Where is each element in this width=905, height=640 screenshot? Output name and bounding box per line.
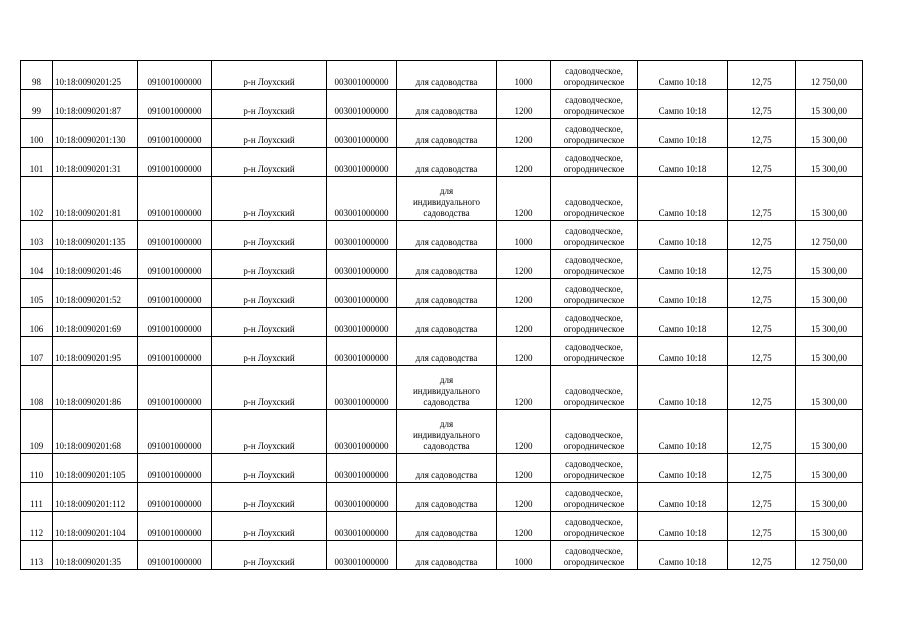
table-row [21,250,863,279]
permitted-use-line: для садоводства [415,106,478,116]
table-row [21,279,863,308]
permitted-use-line: для садоводства [415,557,478,567]
area-cell: 1200 [497,454,551,483]
okato-code-cell: 091001000000 [138,410,212,454]
table-row [21,61,863,90]
district-cell: р-н Лоухский [212,61,327,90]
valuation-zone-cell: Сампо 10:18 [638,337,728,366]
land-category-cell [551,454,638,483]
land-category-cell [551,177,638,221]
district-cell: р-н Лоухский [212,221,327,250]
cadastral-value-cell: 12 750,00 [796,541,863,570]
land-category-line: огородническое [563,528,625,538]
permitted-use-line: для садоводства [415,135,478,145]
permitted-use-line: для садоводства [415,237,478,247]
land-category-line: садоводческое, [565,313,623,323]
unit-value-cell: 12,75 [728,512,796,541]
cadastral-value-cell: 15 300,00 [796,279,863,308]
area-cell: 1000 [497,221,551,250]
permitted-use-cell [397,410,497,454]
oktmo-code-cell: 003001000000 [327,483,397,512]
land-category-line: огородническое [563,135,625,145]
land-category-line: садоводческое, [565,255,623,265]
district-cell: р-н Лоухский [212,308,327,337]
land-category-line: садоводческое, [565,66,623,76]
table-row [21,410,863,454]
land-plot-table [20,60,863,570]
unit-value-cell: 12,75 [728,410,796,454]
unit-value-cell: 12,75 [728,90,796,119]
okato-code-cell: 091001000000 [138,308,212,337]
oktmo-code-cell: 003001000000 [327,221,397,250]
table-row [21,366,863,410]
valuation-zone-cell: Сампо 10:18 [638,366,728,410]
cadastral-number-cell: 10:18:0090201:87 [53,90,138,119]
permitted-use-line: для садоводства [415,353,478,363]
row-number-cell: 103 [21,221,53,250]
oktmo-code-cell: 003001000000 [327,541,397,570]
unit-value-cell: 12,75 [728,61,796,90]
land-category-line: огородническое [563,106,625,116]
oktmo-code-cell: 003001000000 [327,61,397,90]
cadastral-number-cell: 10:18:0090201:35 [53,541,138,570]
land-category-line: садоводческое, [565,284,623,294]
row-number-cell: 102 [21,177,53,221]
valuation-zone-cell: Сампо 10:18 [638,410,728,454]
oktmo-code-cell: 003001000000 [327,177,397,221]
permitted-use-line: садоводства [423,441,470,451]
cadastral-value-cell: 15 300,00 [796,250,863,279]
okato-code-cell: 091001000000 [138,119,212,148]
permitted-use-line: для садоводства [415,164,478,174]
land-category-line: огородническое [563,353,625,363]
cadastral-value-cell: 15 300,00 [796,148,863,177]
area-cell: 1200 [497,148,551,177]
land-category-line: огородническое [563,295,625,305]
row-number-cell: 99 [21,90,53,119]
land-category-cell [551,512,638,541]
cadastral-value-cell: 12 750,00 [796,221,863,250]
land-category-line: огородническое [563,557,625,567]
table-row [21,512,863,541]
row-number-cell: 106 [21,308,53,337]
district-cell: р-н Лоухский [212,337,327,366]
valuation-zone-cell: Сампо 10:18 [638,541,728,570]
permitted-use-line: для садоводства [415,266,478,276]
table-row [21,308,863,337]
permitted-use-line: для садоводства [415,77,478,87]
area-cell: 1200 [497,119,551,148]
land-category-line: огородническое [563,164,625,174]
land-category-cell [551,221,638,250]
permitted-use-cell [397,279,497,308]
permitted-use-line: для [439,375,454,385]
valuation-zone-cell: Сампо 10:18 [638,279,728,308]
land-category-cell [551,90,638,119]
unit-value-cell: 12,75 [728,177,796,221]
row-number-cell: 113 [21,541,53,570]
land-category-line: садоводческое, [565,95,623,105]
valuation-zone-cell: Сампо 10:18 [638,90,728,119]
cadastral-number-cell: 10:18:0090201:104 [53,512,138,541]
cadastral-value-cell: 15 300,00 [796,454,863,483]
land-category-cell [551,541,638,570]
area-cell: 1200 [497,250,551,279]
district-cell: р-н Лоухский [212,541,327,570]
land-category-line: садоводческое, [565,342,623,352]
cadastral-value-cell: 15 300,00 [796,337,863,366]
cadastral-number-cell: 10:18:0090201:69 [53,308,138,337]
permitted-use-line: для [439,186,454,196]
valuation-zone-cell: Сампо 10:18 [638,221,728,250]
permitted-use-cell [397,483,497,512]
valuation-zone-cell: Сампо 10:18 [638,148,728,177]
land-category-line: садоводческое, [565,226,623,236]
okato-code-cell: 091001000000 [138,177,212,221]
permitted-use-cell [397,250,497,279]
permitted-use-cell [397,337,497,366]
table-row [21,454,863,483]
table-row [21,148,863,177]
district-cell: р-н Лоухский [212,454,327,483]
okato-code-cell: 091001000000 [138,512,212,541]
row-number-cell: 107 [21,337,53,366]
district-cell: р-н Лоухский [212,148,327,177]
oktmo-code-cell: 003001000000 [327,512,397,541]
area-cell: 1200 [497,177,551,221]
oktmo-code-cell: 003001000000 [327,337,397,366]
valuation-zone-cell: Сампо 10:18 [638,250,728,279]
land-category-cell [551,250,638,279]
area-cell: 1200 [497,308,551,337]
area-cell: 1200 [497,483,551,512]
land-category-line: садоводческое, [565,386,623,396]
unit-value-cell: 12,75 [728,337,796,366]
row-number-cell: 109 [21,410,53,454]
land-category-line: садоводческое, [565,153,623,163]
cadastral-value-cell: 15 300,00 [796,119,863,148]
land-category-cell [551,410,638,454]
permitted-use-line: для садоводства [415,295,478,305]
unit-value-cell: 12,75 [728,279,796,308]
table-row [21,221,863,250]
oktmo-code-cell: 003001000000 [327,279,397,308]
table-row [21,177,863,221]
unit-value-cell: 12,75 [728,308,796,337]
permitted-use-line: садоводства [423,397,470,407]
okato-code-cell: 091001000000 [138,483,212,512]
permitted-use-line: для [439,419,454,429]
cadastral-value-cell: 12 750,00 [796,61,863,90]
permitted-use-cell [397,61,497,90]
valuation-zone-cell: Сампо 10:18 [638,308,728,337]
row-number-cell: 111 [21,483,53,512]
oktmo-code-cell: 003001000000 [327,454,397,483]
table-row [21,90,863,119]
district-cell: р-н Лоухский [212,483,327,512]
land-category-line: огородническое [563,397,625,407]
cadastral-number-cell: 10:18:0090201:46 [53,250,138,279]
okato-code-cell: 091001000000 [138,337,212,366]
land-category-line: огородническое [563,324,625,334]
valuation-zone-cell: Сампо 10:18 [638,119,728,148]
permitted-use-line: индивидуального [412,430,480,440]
permitted-use-line: индивидуального [412,197,480,207]
area-cell: 1000 [497,541,551,570]
table-row [21,483,863,512]
cadastral-value-cell: 15 300,00 [796,308,863,337]
permitted-use-cell [397,90,497,119]
permitted-use-line: для садоводства [415,499,478,509]
district-cell: р-н Лоухский [212,177,327,221]
permitted-use-cell [397,512,497,541]
unit-value-cell: 12,75 [728,541,796,570]
permitted-use-line: для садоводства [415,324,478,334]
row-number-cell: 110 [21,454,53,483]
cadastral-number-cell: 10:18:0090201:105 [53,454,138,483]
cadastral-number-cell: 10:18:0090201:95 [53,337,138,366]
area-cell: 1200 [497,337,551,366]
area-cell: 1200 [497,366,551,410]
cadastral-number-cell: 10:18:0090201:25 [53,61,138,90]
district-cell: р-н Лоухский [212,279,327,308]
permitted-use-cell [397,541,497,570]
okato-code-cell: 091001000000 [138,61,212,90]
district-cell: р-н Лоухский [212,90,327,119]
land-category-line: огородническое [563,441,625,451]
row-number-cell: 112 [21,512,53,541]
permitted-use-line: для садоводства [415,470,478,480]
land-category-line: садоводческое, [565,488,623,498]
cadastral-number-cell: 10:18:0090201:52 [53,279,138,308]
land-category-line: огородническое [563,208,625,218]
unit-value-cell: 12,75 [728,119,796,148]
okato-code-cell: 091001000000 [138,221,212,250]
okato-code-cell: 091001000000 [138,541,212,570]
oktmo-code-cell: 003001000000 [327,250,397,279]
land-category-cell [551,483,638,512]
cadastral-value-cell: 15 300,00 [796,366,863,410]
land-category-cell [551,119,638,148]
cadastral-number-cell: 10:18:0090201:68 [53,410,138,454]
valuation-zone-cell: Сампо 10:18 [638,512,728,541]
cadastral-number-cell: 10:18:0090201:31 [53,148,138,177]
district-cell: р-н Лоухский [212,250,327,279]
cadastral-number-cell: 10:18:0090201:112 [53,483,138,512]
okato-code-cell: 091001000000 [138,148,212,177]
land-category-cell [551,148,638,177]
cadastral-number-cell: 10:18:0090201:130 [53,119,138,148]
land-category-line: садоводческое, [565,517,623,527]
unit-value-cell: 12,75 [728,483,796,512]
okato-code-cell: 091001000000 [138,90,212,119]
cadastral-value-cell: 15 300,00 [796,90,863,119]
valuation-zone-cell: Сампо 10:18 [638,483,728,512]
land-category-line: садоводческое, [565,124,623,134]
oktmo-code-cell: 003001000000 [327,119,397,148]
land-category-cell [551,366,638,410]
valuation-zone-cell: Сампо 10:18 [638,61,728,90]
row-number-cell: 98 [21,61,53,90]
cadastral-value-cell: 15 300,00 [796,483,863,512]
permitted-use-cell [397,119,497,148]
land-category-cell [551,61,638,90]
table-body [21,61,863,570]
land-category-line: садоводческое, [565,546,623,556]
land-category-line: огородническое [563,266,625,276]
land-category-line: садоводческое, [565,197,623,207]
permitted-use-line: садоводства [423,208,470,218]
permitted-use-line: индивидуального [412,386,480,396]
district-cell: р-н Лоухский [212,410,327,454]
land-category-cell [551,308,638,337]
oktmo-code-cell: 003001000000 [327,410,397,454]
okato-code-cell: 091001000000 [138,279,212,308]
land-category-cell [551,279,638,308]
area-cell: 1200 [497,90,551,119]
land-category-line: огородническое [563,77,625,87]
permitted-use-cell [397,366,497,410]
unit-value-cell: 12,75 [728,366,796,410]
district-cell: р-н Лоухский [212,512,327,541]
valuation-zone-cell: Сампо 10:18 [638,454,728,483]
table-row [21,119,863,148]
area-cell: 1200 [497,512,551,541]
unit-value-cell: 12,75 [728,250,796,279]
permitted-use-cell [397,308,497,337]
district-cell: р-н Лоухский [212,119,327,148]
land-category-line: огородническое [563,470,625,480]
permitted-use-cell [397,177,497,221]
cadastral-number-cell: 10:18:0090201:81 [53,177,138,221]
cadastral-value-cell: 15 300,00 [796,410,863,454]
land-category-cell [551,337,638,366]
oktmo-code-cell: 003001000000 [327,90,397,119]
table-row [21,337,863,366]
row-number-cell: 100 [21,119,53,148]
unit-value-cell: 12,75 [728,148,796,177]
oktmo-code-cell: 003001000000 [327,366,397,410]
permitted-use-cell [397,454,497,483]
permitted-use-line: для садоводства [415,528,478,538]
unit-value-cell: 12,75 [728,454,796,483]
area-cell: 1200 [497,410,551,454]
cadastral-value-cell: 15 300,00 [796,512,863,541]
land-category-line: садоводческое, [565,430,623,440]
oktmo-code-cell: 003001000000 [327,148,397,177]
row-number-cell: 101 [21,148,53,177]
unit-value-cell: 12,75 [728,221,796,250]
okato-code-cell: 091001000000 [138,250,212,279]
row-number-cell: 104 [21,250,53,279]
okato-code-cell: 091001000000 [138,454,212,483]
row-number-cell: 105 [21,279,53,308]
area-cell: 1000 [497,61,551,90]
okato-code-cell: 091001000000 [138,366,212,410]
cadastral-value-cell: 15 300,00 [796,177,863,221]
district-cell: р-н Лоухский [212,366,327,410]
land-category-line: огородническое [563,237,625,247]
cadastral-number-cell: 10:18:0090201:135 [53,221,138,250]
permitted-use-cell [397,221,497,250]
permitted-use-cell [397,148,497,177]
valuation-zone-cell: Сампо 10:18 [638,177,728,221]
land-category-line: садоводческое, [565,459,623,469]
table-row [21,541,863,570]
oktmo-code-cell: 003001000000 [327,308,397,337]
land-category-line: огородническое [563,499,625,509]
row-number-cell: 108 [21,366,53,410]
area-cell: 1200 [497,279,551,308]
cadastral-number-cell: 10:18:0090201:86 [53,366,138,410]
